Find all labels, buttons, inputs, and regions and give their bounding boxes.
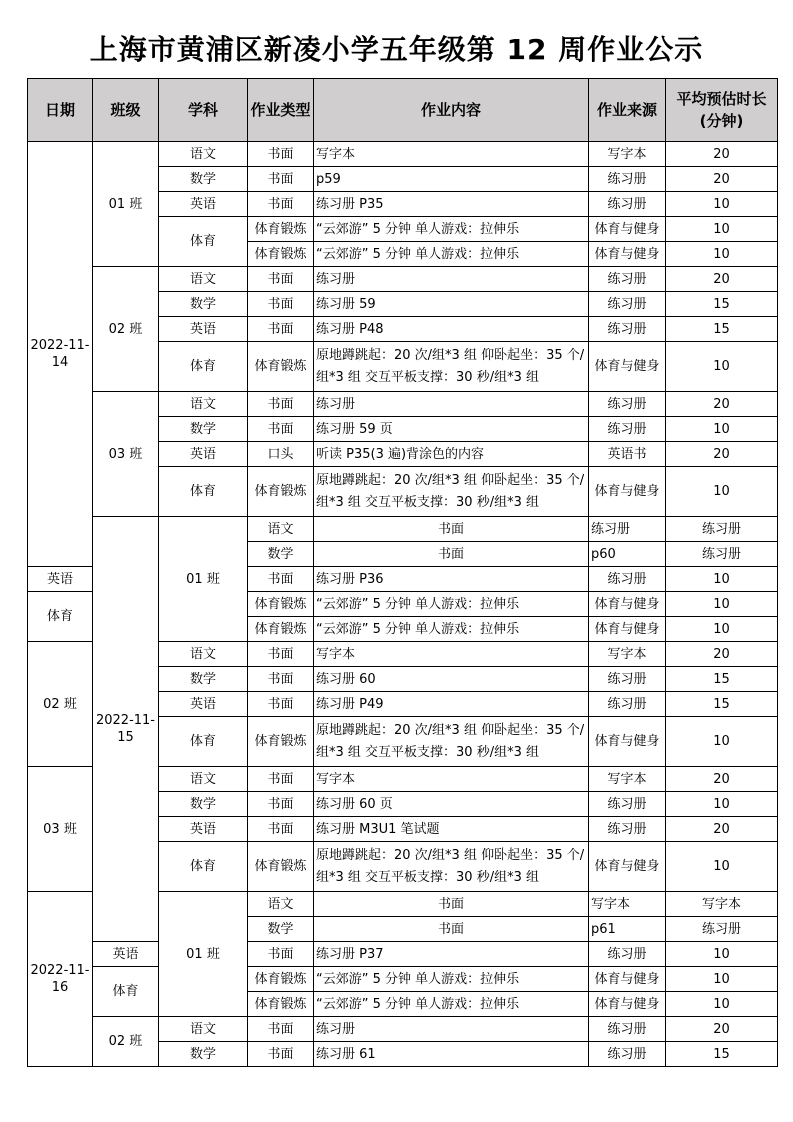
type-cell: 书面 xyxy=(314,517,589,542)
content-cell: 练习册 P36 xyxy=(314,567,589,592)
type-cell: 书面 xyxy=(248,642,314,667)
content-cell: p61 xyxy=(589,917,666,942)
source-cell: 练习册 xyxy=(589,392,666,417)
time-cell: 20 xyxy=(666,167,778,192)
content-cell: 练习册 P37 xyxy=(314,942,589,967)
source-cell: 体育与健身 xyxy=(589,992,666,1017)
header-type: 作业类型 xyxy=(248,79,314,142)
source-cell: 体育与健身 xyxy=(589,342,666,392)
subject-cell: 英语 xyxy=(159,692,248,717)
type-cell: 书面 xyxy=(248,1017,314,1042)
type-cell: 体育锻炼 xyxy=(248,592,314,617)
content-cell: p59 xyxy=(314,167,589,192)
date-cell: 2022-11-15 xyxy=(93,517,159,942)
content-cell: 原地蹲跳起：20 次/组*3 组 仰卧起坐：35 个/组*3 组 交互平板支撑：30 秒/组*3 组 xyxy=(314,717,589,767)
type-cell: 书面 xyxy=(248,292,314,317)
time-cell: 10 xyxy=(666,592,778,617)
subject-cell: 体育 xyxy=(159,342,248,392)
type-cell: 体育锻炼 xyxy=(248,717,314,767)
type-cell: 书面 xyxy=(314,542,589,567)
time-cell: 15 xyxy=(666,292,778,317)
content-cell: “云郊游” 5 分钟 单人游戏：拉伸乐 xyxy=(314,242,589,267)
type-cell: 书面 xyxy=(248,167,314,192)
source-cell: 练习册 xyxy=(589,817,666,842)
source-cell: 练习册 xyxy=(589,792,666,817)
type-cell: 书面 xyxy=(248,417,314,442)
time-cell: 20 xyxy=(666,142,778,167)
header-date: 日期 xyxy=(28,79,93,142)
table-row xyxy=(28,942,778,967)
content-cell: 写字本 xyxy=(589,892,666,917)
source-cell: 练习册 xyxy=(589,417,666,442)
source-cell: 练习册 xyxy=(666,542,778,567)
source-cell: 写字本 xyxy=(666,892,778,917)
content-cell: 练习册 xyxy=(314,1017,589,1042)
source-cell: 练习册 xyxy=(589,1017,666,1042)
class-cell: 02 班 xyxy=(93,267,159,392)
content-cell: 练习册 60 xyxy=(314,667,589,692)
table-row xyxy=(28,392,778,417)
time-cell: 10 xyxy=(666,942,778,967)
source-cell: 练习册 xyxy=(589,292,666,317)
table-row xyxy=(28,517,778,542)
type-cell: 书面 xyxy=(248,267,314,292)
subject-cell: 英语 xyxy=(28,567,93,592)
time-cell: 15 xyxy=(666,667,778,692)
type-cell: 书面 xyxy=(248,667,314,692)
type-cell: 书面 xyxy=(248,317,314,342)
subject-cell: 数学 xyxy=(159,667,248,692)
source-cell: 练习册 xyxy=(589,942,666,967)
class-cell: 02 班 xyxy=(93,1017,159,1067)
subject-cell: 体育 xyxy=(93,967,159,1017)
source-cell: 练习册 xyxy=(589,1042,666,1067)
header-class: 班级 xyxy=(93,79,159,142)
time-cell: 20 xyxy=(666,767,778,792)
source-cell: 练习册 xyxy=(589,317,666,342)
class-cell: 01 班 xyxy=(159,517,248,642)
type-cell: 书面 xyxy=(248,792,314,817)
time-cell: 10 xyxy=(666,342,778,392)
type-cell: 体育锻炼 xyxy=(248,842,314,892)
table-row xyxy=(28,267,778,292)
subject-cell: 语文 xyxy=(159,267,248,292)
subject-cell: 数学 xyxy=(248,917,314,942)
content-cell: 练习册 P49 xyxy=(314,692,589,717)
source-cell: 练习册 xyxy=(589,667,666,692)
content-cell: “云郊游” 5 分钟 单人游戏：拉伸乐 xyxy=(314,967,589,992)
time-cell: 10 xyxy=(666,792,778,817)
time-cell: 20 xyxy=(666,817,778,842)
time-cell: 10 xyxy=(666,217,778,242)
source-cell: 练习册 xyxy=(589,267,666,292)
subject-cell: 体育 xyxy=(28,592,93,642)
time-cell: 10 xyxy=(666,617,778,642)
content-cell: “云郊游” 5 分钟 单人游戏：拉伸乐 xyxy=(314,217,589,242)
content-cell: 练习册 P35 xyxy=(314,192,589,217)
source-cell: 练习册 xyxy=(589,567,666,592)
time-cell: 15 xyxy=(666,1042,778,1067)
source-cell: 英语书 xyxy=(589,442,666,467)
class-cell: 03 班 xyxy=(93,392,159,517)
time-cell: 10 xyxy=(666,192,778,217)
homework-table xyxy=(27,78,778,1067)
source-cell: 写字本 xyxy=(589,142,666,167)
header-time: 平均预估时长(分钟) xyxy=(666,79,778,142)
date-cell: 2022-11-14 xyxy=(28,142,93,567)
content-cell: 练习册 59 页 xyxy=(314,417,589,442)
content-cell: 听读 P35(3 遍)背涂色的内容 xyxy=(314,442,589,467)
type-cell: 体育锻炼 xyxy=(248,992,314,1017)
content-cell: 练习册 61 xyxy=(314,1042,589,1067)
subject-cell: 数学 xyxy=(159,792,248,817)
time-cell: 10 xyxy=(666,242,778,267)
time-cell: 10 xyxy=(666,842,778,892)
content-cell: 练习册 59 xyxy=(314,292,589,317)
subject-cell: 数学 xyxy=(159,167,248,192)
content-cell: 写字本 xyxy=(314,767,589,792)
time-cell: 20 xyxy=(666,642,778,667)
type-cell: 书面 xyxy=(314,892,589,917)
time-cell: 10 xyxy=(666,467,778,517)
time-cell: 20 xyxy=(666,442,778,467)
type-cell: 书面 xyxy=(248,767,314,792)
subject-cell: 数学 xyxy=(159,1042,248,1067)
header-row xyxy=(28,79,778,142)
type-cell: 体育锻炼 xyxy=(248,467,314,517)
content-cell: 原地蹲跳起：20 次/组*3 组 仰卧起坐：35 个/组*3 组 交互平板支撑：30 秒/组*3 组 xyxy=(314,842,589,892)
subject-cell: 数学 xyxy=(248,542,314,567)
content-cell: 练习册 M3U1 笔试题 xyxy=(314,817,589,842)
subject-cell: 体育 xyxy=(159,217,248,267)
content-cell: “云郊游” 5 分钟 单人游戏：拉伸乐 xyxy=(314,617,589,642)
type-cell: 书面 xyxy=(248,692,314,717)
class-cell: 02 班 xyxy=(28,642,93,767)
subject-cell: 语文 xyxy=(159,142,248,167)
type-cell: 书面 xyxy=(248,392,314,417)
content-cell: 原地蹲跳起：20 次/组*3 组 仰卧起坐：35 个/组*3 组 交互平板支撑：30 秒/组*3 组 xyxy=(314,342,589,392)
content-cell: “云郊游” 5 分钟 单人游戏：拉伸乐 xyxy=(314,992,589,1017)
type-cell: 书面 xyxy=(248,1042,314,1067)
subject-cell: 语文 xyxy=(159,767,248,792)
content-cell: 练习册 60 页 xyxy=(314,792,589,817)
type-cell: 书面 xyxy=(248,942,314,967)
time-cell: 10 xyxy=(666,967,778,992)
content-cell: 练习册 xyxy=(314,267,589,292)
time-cell: 15 xyxy=(666,692,778,717)
source-cell: 体育与健身 xyxy=(589,217,666,242)
time-cell: 15 xyxy=(666,317,778,342)
type-cell: 体育锻炼 xyxy=(248,342,314,392)
table-row xyxy=(28,1017,778,1042)
type-cell: 体育锻炼 xyxy=(248,967,314,992)
class-cell: 01 班 xyxy=(93,142,159,267)
subject-cell: 语文 xyxy=(248,517,314,542)
class-cell: 01 班 xyxy=(159,892,248,1017)
class-cell: 03 班 xyxy=(28,767,93,892)
source-cell: 练习册 xyxy=(666,917,778,942)
source-cell: 练习册 xyxy=(589,192,666,217)
content-cell: “云郊游” 5 分钟 单人游戏：拉伸乐 xyxy=(314,592,589,617)
source-cell: 体育与健身 xyxy=(589,842,666,892)
subject-cell: 英语 xyxy=(159,442,248,467)
type-cell: 体育锻炼 xyxy=(248,617,314,642)
source-cell: 写字本 xyxy=(589,767,666,792)
subject-cell: 语文 xyxy=(159,1017,248,1042)
content-cell: 原地蹲跳起：20 次/组*3 组 仰卧起坐：35 个/组*3 组 交互平板支撑：30 秒/组*3 组 xyxy=(314,467,589,517)
type-cell: 书面 xyxy=(248,567,314,592)
time-cell: 10 xyxy=(666,717,778,767)
subject-cell: 数学 xyxy=(159,417,248,442)
source-cell: 写字本 xyxy=(589,642,666,667)
date-cell: 2022-11-16 xyxy=(28,892,93,1067)
subject-cell: 英语 xyxy=(93,942,159,967)
subject-cell: 数学 xyxy=(159,292,248,317)
source-cell: 体育与健身 xyxy=(589,242,666,267)
source-cell: 体育与健身 xyxy=(589,717,666,767)
content-cell: 练习册 xyxy=(589,517,666,542)
table-row xyxy=(28,142,778,167)
type-cell: 书面 xyxy=(248,192,314,217)
time-cell: 20 xyxy=(666,1017,778,1042)
type-cell: 书面 xyxy=(314,917,589,942)
time-cell: 20 xyxy=(666,267,778,292)
subject-cell: 体育 xyxy=(159,717,248,767)
type-cell: 书面 xyxy=(248,142,314,167)
page-title: 上海市黄浦区新凌小学五年级第 12 周作业公示 xyxy=(89,33,704,66)
time-cell: 10 xyxy=(666,567,778,592)
source-cell: 体育与健身 xyxy=(589,592,666,617)
type-cell: 体育锻炼 xyxy=(248,217,314,242)
subject-cell: 英语 xyxy=(159,317,248,342)
content-cell: p60 xyxy=(589,542,666,567)
source-cell: 练习册 xyxy=(666,517,778,542)
subject-cell: 体育 xyxy=(159,842,248,892)
type-cell: 书面 xyxy=(248,817,314,842)
source-cell: 练习册 xyxy=(589,167,666,192)
header-source: 作业来源 xyxy=(589,79,666,142)
header-content: 作业内容 xyxy=(314,79,589,142)
source-cell: 练习册 xyxy=(589,692,666,717)
table-row xyxy=(28,967,778,992)
time-cell: 10 xyxy=(666,417,778,442)
source-cell: 体育与健身 xyxy=(589,467,666,517)
subject-cell: 语文 xyxy=(248,892,314,917)
content-cell: 写字本 xyxy=(314,642,589,667)
subject-cell: 语文 xyxy=(159,642,248,667)
header-subject: 学科 xyxy=(159,79,248,142)
type-cell: 体育锻炼 xyxy=(248,242,314,267)
subject-cell: 体育 xyxy=(159,467,248,517)
time-cell: 20 xyxy=(666,392,778,417)
content-cell: 练习册 P48 xyxy=(314,317,589,342)
time-cell: 10 xyxy=(666,992,778,1017)
content-cell: 练习册 xyxy=(314,392,589,417)
source-cell: 体育与健身 xyxy=(589,967,666,992)
subject-cell: 英语 xyxy=(159,817,248,842)
type-cell: 口头 xyxy=(248,442,314,467)
source-cell: 体育与健身 xyxy=(589,617,666,642)
content-cell: 写字本 xyxy=(314,142,589,167)
subject-cell: 语文 xyxy=(159,392,248,417)
subject-cell: 英语 xyxy=(159,192,248,217)
